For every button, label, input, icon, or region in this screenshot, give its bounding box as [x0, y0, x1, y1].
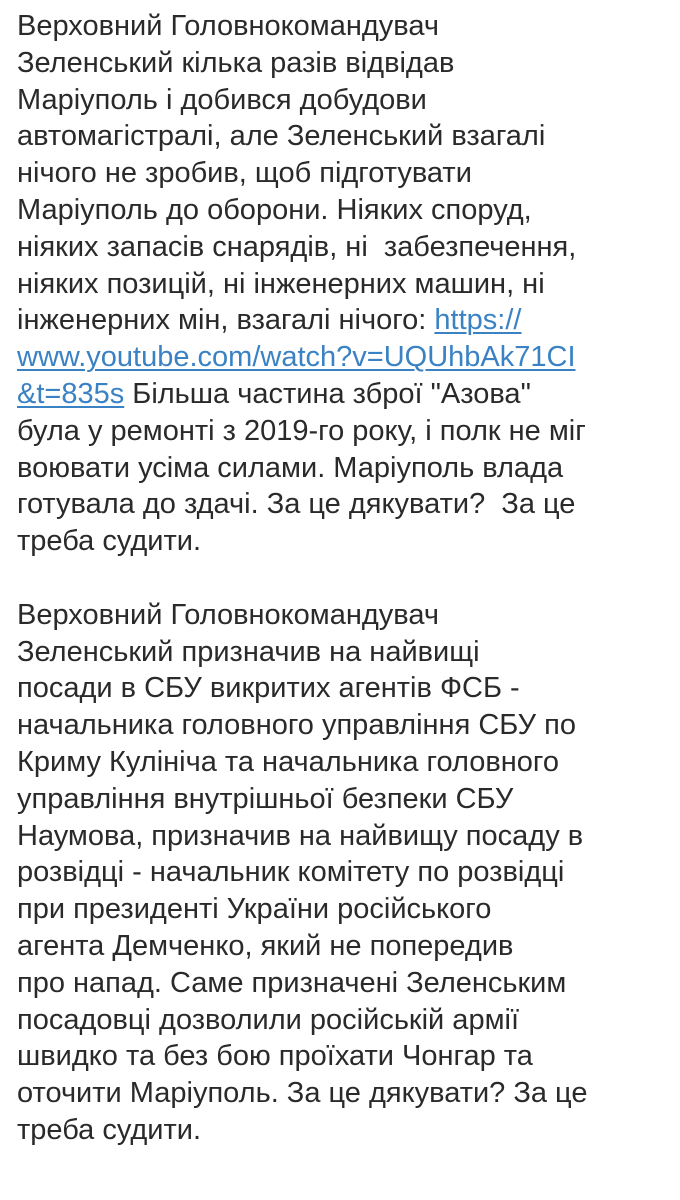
text-line: треба судити. — [17, 1113, 202, 1146]
text-line-with-link — [17, 302, 667, 339]
text-line-with-link — [17, 339, 667, 376]
text-line: агента Демченко, який не попередив — [17, 929, 514, 962]
message-text — [17, 8, 667, 1149]
text-line-with-link — [17, 376, 667, 413]
text-line: розвідці - начальник комітету по розвідці — [17, 856, 565, 889]
text-segment: Більша частина зброї "Азова" — [124, 377, 531, 410]
text-line: при президенті України російського — [17, 893, 492, 926]
text-line: воювати усіма силами. Маріуполь влада — [17, 451, 564, 484]
text-line: начальника головного управління СБУ по — [17, 709, 576, 742]
youtube-link-part-2[interactable]: www.youtube.com/watch?v=UQUhbAk71CI — [17, 341, 576, 374]
text-line: Наумова, призначив на найвищу посаду в — [17, 819, 584, 852]
paragraph-1 — [17, 8, 667, 560]
text-line: посади в СБУ викритих агентів ФСБ - — [17, 672, 520, 705]
paragraph-2 — [17, 597, 667, 1149]
text-line: треба судити. — [17, 525, 202, 558]
text-line: Верховний Головнокомандувач — [17, 10, 439, 42]
text-line: Зеленський кілька разів відвідав — [17, 46, 455, 79]
youtube-link-part-1[interactable]: https:// — [434, 304, 522, 337]
youtube-link-part-3[interactable]: &t=835s — [17, 377, 125, 410]
text-line: Верховний Головнокомандувач — [17, 598, 439, 631]
text-line: Криму Кулініча та начальника головного — [17, 745, 559, 778]
text-line: оточити Маріуполь. За це дякувати? За це — [17, 1077, 588, 1110]
paragraph-spacer — [17, 560, 667, 597]
text-line: Маріуполь і добився добудови — [17, 83, 427, 116]
text-line: посадовці дозволили російській армії — [17, 1003, 520, 1036]
text-line: про напад. Саме призначені Зеленським — [17, 966, 567, 999]
text-line: ніяких запасів снарядів, ні забезпечення, — [17, 230, 577, 263]
text-line: управління внутрішньої безпеки СБУ — [17, 782, 514, 815]
text-line: ніяких позицій, ні інженерних машин, ні — [17, 267, 545, 300]
text-line: Зеленський призначив на найвищі — [17, 635, 480, 668]
text-line: нічого не зробив, щоб підготувати — [17, 157, 472, 190]
text-line: була у ремонті з 2019-го року, і полк не міг — [17, 414, 586, 447]
text-line: автомагістралі, але Зеленський взагалі — [17, 120, 546, 153]
text-line: Маріуполь до оборони. Ніяких споруд, — [17, 193, 532, 226]
text-line: швидко та без бою проїхати Чонгар та — [17, 1040, 533, 1073]
text-line: готувала до здачі. За це дякувати? За це — [17, 488, 576, 521]
text-segment: інженерних мін, взагалі нічого: — [17, 304, 435, 337]
